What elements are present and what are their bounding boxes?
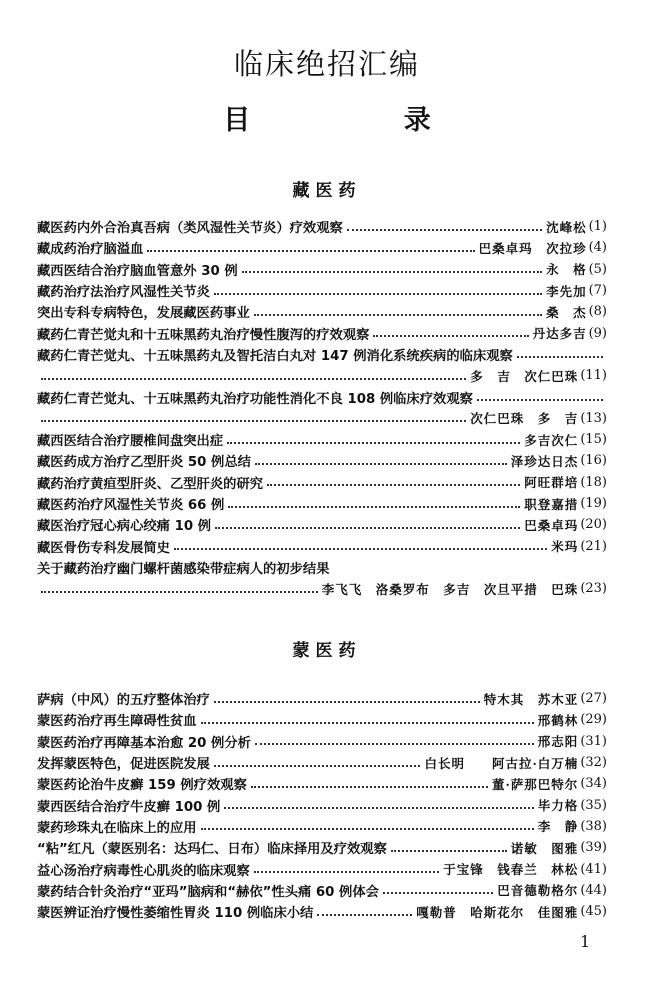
entry-title: 藏西医结合治疗腰椎间盘突出症 (37, 434, 224, 450)
toc-entry[interactable] (37, 450, 607, 471)
entry-title: 藏医药内外合治真吾病（类风湿性关节炎）疗效观察 (37, 221, 343, 237)
leader-dots (347, 229, 542, 231)
leader-dots (174, 548, 547, 550)
page-number: 1 (580, 932, 591, 951)
toc-entry[interactable] (37, 557, 607, 578)
entry-page: (18) (580, 474, 607, 490)
entry-page: (23) (580, 581, 607, 597)
entry-author: 巴桑卓玛 次拉珍 (478, 240, 587, 256)
entry-title: 蒙药结合针灸治疗“亚玛”脑病和“赫依”性头痛 60 例体会 (37, 884, 379, 900)
entry-title: 关于藏药治疗幽门螺杆菌感染带症病人的初步结果 (37, 561, 330, 577)
toc-entry[interactable] (37, 752, 607, 773)
book-title: 临床绝招汇编 (233, 47, 420, 81)
entry-author: 多 吉 次仁巴珠 (470, 368, 579, 384)
toc-entry[interactable] (37, 280, 607, 301)
toc-entry[interactable] (37, 493, 607, 514)
entry-page: (9) (588, 325, 607, 341)
entry-title: 藏医药成方治疗乙型肝炎 50 例总结 (37, 455, 251, 471)
entry-page: (20) (580, 517, 607, 533)
toc-entry[interactable] (37, 688, 607, 709)
toc-entry[interactable] (37, 216, 607, 237)
entry-page: (5) (588, 261, 607, 277)
entry-title: 蒙西医结合治疗牛皮癣 100 例 (37, 799, 221, 815)
entry-author: 毕力格 (537, 798, 579, 814)
entry-page: (11) (580, 368, 607, 384)
entry-author: 次仁巴珠 多 吉 (470, 411, 579, 427)
entry-author: 米玛 (551, 539, 579, 555)
leader-dots (214, 765, 421, 767)
toc-entry[interactable] (37, 259, 607, 280)
entry-page: (44) (580, 882, 607, 898)
leader-dots (383, 892, 493, 894)
entry-title: 蒙药珍珠丸在临床上的应用 (37, 820, 197, 836)
toc-entry[interactable] (37, 344, 607, 365)
leader-dots (255, 463, 507, 465)
leader-dots (41, 420, 466, 422)
entry-author: 泽珍达日杰 (510, 453, 579, 469)
entry-title: 藏成药治疗脑溢血 (37, 242, 144, 258)
toc-entry[interactable] (37, 237, 607, 258)
leader-dots (477, 399, 603, 401)
entry-author: 巴音德勒格尔 (497, 883, 579, 899)
entry-author: 永 格 (546, 262, 587, 278)
toc-entry[interactable] (37, 472, 607, 493)
toc-list-mongolian (37, 688, 607, 922)
entry-title: 蒙医辨证治疗慢性萎缩性胃炎 110 例临床小结 (37, 906, 314, 922)
toc-entry[interactable] (37, 514, 607, 535)
entry-author: 职登嘉措 (524, 496, 579, 512)
toc-entry-continuation (37, 365, 607, 386)
toc-entry[interactable] (37, 901, 607, 922)
leader-dots (317, 914, 412, 916)
entry-title: 藏药治疗法治疗风湿性关节炎 (37, 285, 210, 301)
entry-page: (21) (580, 538, 607, 554)
leader-dots (254, 314, 542, 316)
leader-dots (251, 786, 488, 788)
toc-entry[interactable] (37, 301, 607, 322)
entry-title: 藏医骨伤专科发展简史 (37, 540, 170, 556)
leader-dots (214, 701, 480, 703)
entry-title: 蒙医药治疗再障基本治愈 20 例分析 (37, 735, 251, 751)
entry-title: 蒙医药论治牛皮癣 159 例疗效观察 (37, 778, 247, 794)
entry-title: 突出专科专病特色，发展藏医药事业 (37, 306, 250, 322)
toc-entry[interactable] (37, 773, 607, 794)
toc-entry[interactable] (37, 858, 607, 879)
toc-entry[interactable] (37, 322, 607, 343)
leader-dots (228, 506, 520, 508)
entry-author: 嘎勒普 哈斯花尔 佳图雅 (416, 904, 579, 920)
entry-title: 藏药仁青芒觉丸、十五味黑药丸及智托洁白丸对 147 例消化系统疾病的临床观察 (37, 348, 513, 364)
entry-title: 藏药仁青芒觉丸、十五味黑药丸治疗功能性消化不良 108 例临床疗效观察 (37, 391, 473, 407)
leader-dots (41, 378, 466, 380)
entry-page: (15) (580, 432, 607, 448)
entry-author: 邢志阳 (537, 734, 579, 750)
leader-dots (215, 527, 520, 529)
leader-dots (227, 442, 520, 444)
entry-author: 丹达多吉 (532, 326, 587, 342)
toc-entry[interactable] (37, 880, 607, 901)
entry-author: 董·萨那巴特尔 (491, 776, 579, 792)
entry-page: (8) (588, 304, 607, 320)
entry-page: (34) (580, 776, 607, 792)
entry-title: 藏药治疗黄疸型肝炎、乙型肝炎的研究 (37, 476, 264, 492)
entry-page: (41) (580, 861, 607, 877)
entry-page: (13) (580, 410, 607, 426)
entry-page: (1) (588, 219, 607, 235)
entry-title: 藏医治疗冠心病心绞痛 10 例 (37, 519, 212, 535)
leader-dots (517, 356, 603, 358)
leader-dots (214, 293, 542, 295)
entry-title: 萨病（中风）的五疗整体治疗 (37, 693, 210, 709)
entry-page: (39) (580, 840, 607, 856)
toc-list-tibetan (37, 216, 607, 599)
entry-page: (19) (580, 496, 607, 511)
entry-title: 益心汤治疗病毒性心肌炎的临床观察 (37, 863, 250, 879)
section-heading-tibetan: 藏医药 (292, 181, 362, 201)
entry-page: (45) (580, 904, 607, 920)
entry-author: 李先加 (546, 283, 587, 299)
entry-title: 藏药仁青芒觉丸和十五味黑药丸治疗慢性腹泻的疗效观察 (37, 327, 370, 343)
toc-entry[interactable] (37, 535, 607, 556)
entry-author: 白长明 阿古拉·白万楠 (424, 755, 579, 771)
entry-page: (4) (588, 240, 607, 256)
leader-dots (201, 828, 534, 830)
entry-author: 邢鹤林 (537, 712, 579, 728)
toc-entry[interactable] (37, 837, 607, 858)
leader-dots (201, 722, 534, 724)
leader-dots (224, 807, 534, 809)
entry-page: (38) (580, 818, 607, 834)
entry-page: (7) (588, 283, 607, 299)
toc-entry[interactable] (37, 386, 607, 407)
entry-page: (32) (580, 755, 607, 771)
entry-title: 藏医药治疗风湿性关节炎 66 例 (37, 498, 225, 513)
entry-author: 巴桑卓玛 (524, 517, 579, 533)
toc-title: 目 录 (223, 105, 483, 136)
entry-title: 蒙医药治疗再生障碍性贫血 (37, 714, 197, 730)
leader-dots (41, 591, 318, 593)
leader-dots (255, 743, 534, 745)
entry-author: 桑 杰 (546, 304, 587, 320)
leader-dots (267, 484, 520, 486)
leader-dots (254, 871, 440, 873)
entry-page: (27) (580, 691, 607, 707)
entry-author: 李 静 (537, 819, 579, 835)
entry-author: 特木其 苏木亚 (483, 691, 579, 707)
leader-dots (242, 271, 542, 273)
toc-entry-continuation (37, 408, 607, 429)
entry-page: (35) (580, 797, 607, 813)
entry-title: 发挥蒙医特色，促进医院发展 (37, 757, 210, 773)
entry-author: 多吉次仁 (524, 432, 579, 448)
toc-entry[interactable] (37, 794, 607, 815)
entry-author: 沈峰松 (546, 219, 587, 235)
entry-author: 于宝锋 钱春兰 林松 (443, 862, 579, 878)
entry-page: (16) (580, 453, 607, 469)
toc-entry[interactable] (37, 731, 607, 752)
leader-dots (391, 850, 507, 852)
toc-entry[interactable] (37, 816, 607, 837)
entry-author: 李飞飞 洛桑罗布 多吉 次旦平措 巴珠 (321, 581, 579, 597)
toc-entry-continuation (37, 578, 607, 599)
entry-author: 诺敏 图雅 (510, 840, 579, 856)
leader-dots (373, 335, 528, 337)
entry-author: 阿旺群培 (524, 475, 579, 491)
toc-entry[interactable] (37, 709, 607, 730)
entry-page: (29) (580, 712, 607, 728)
toc-entry[interactable] (37, 429, 607, 450)
leader-dots (147, 250, 474, 252)
entry-title: “粘”红凡（蒙医别名：达玛仁、日布）临床择用及疗效观察 (37, 842, 387, 858)
section-heading-mongolian: 蒙医药 (292, 641, 362, 661)
entry-title: 藏西医结合治疗脑血管意外 30 例 (37, 263, 238, 279)
entry-page: (31) (580, 733, 607, 749)
